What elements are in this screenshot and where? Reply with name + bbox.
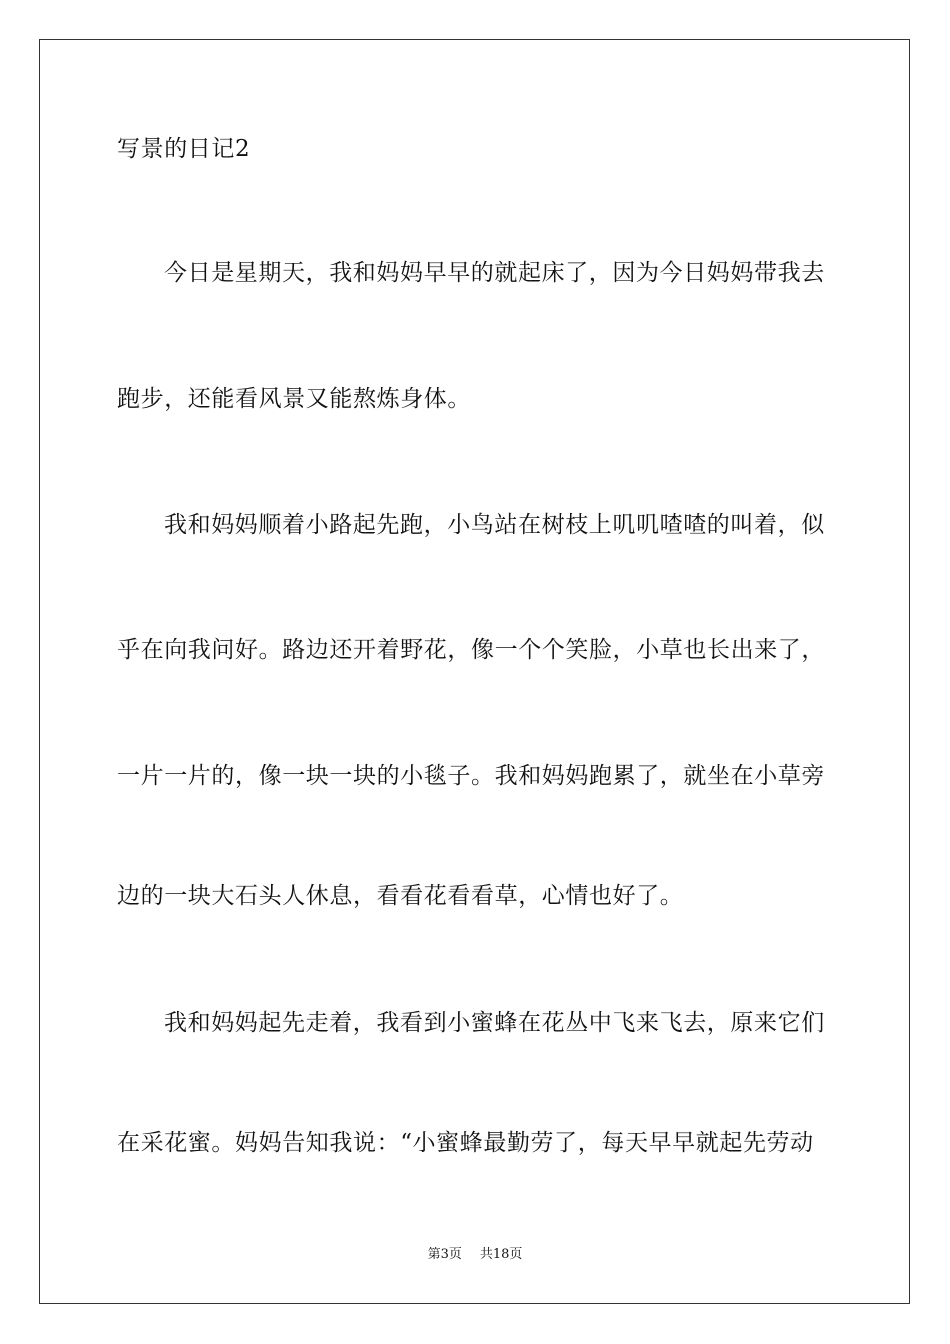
paragraph-3-line-1: 我和妈妈起先走着，我看到小蜜蜂在花丛中飞来飞去，原来它们	[164, 1010, 825, 1036]
paragraph-2-line-1: 我和妈妈顺着小路起先跑，小鸟站在树枝上叽叽喳喳的叫着，似	[164, 512, 825, 538]
paragraph-2-line-4: 边的一块大石头人休息，看看花看看草，心情也好了。	[117, 883, 684, 909]
paragraph-3-line-2: 在采花蜜。妈妈告知我说：“小蜜蜂最勤劳了，每天早早就起先劳动	[117, 1130, 814, 1156]
paragraph-1-line-1: 今日是星期天，我和妈妈早早的就起床了，因为今日妈妈带我去	[164, 260, 825, 286]
paragraph-1-line-2: 跑步，还能看风景又能熬炼身体。	[117, 386, 471, 412]
page-footer	[0, 1246, 950, 1264]
paragraph-2-line-2: 乎在向我问好。路边还开着野花，像一个个笑脸，小草也长出来了，	[117, 637, 825, 663]
document-title: 写景的日记2	[117, 136, 251, 162]
total-pages: 共18页	[479, 1247, 523, 1262]
page-number: 第3页	[427, 1247, 462, 1262]
page-border	[39, 39, 910, 1304]
paragraph-2-line-3: 一片一片的，像一块一块的小毯子。我和妈妈跑累了，就坐在小草旁	[117, 763, 825, 789]
